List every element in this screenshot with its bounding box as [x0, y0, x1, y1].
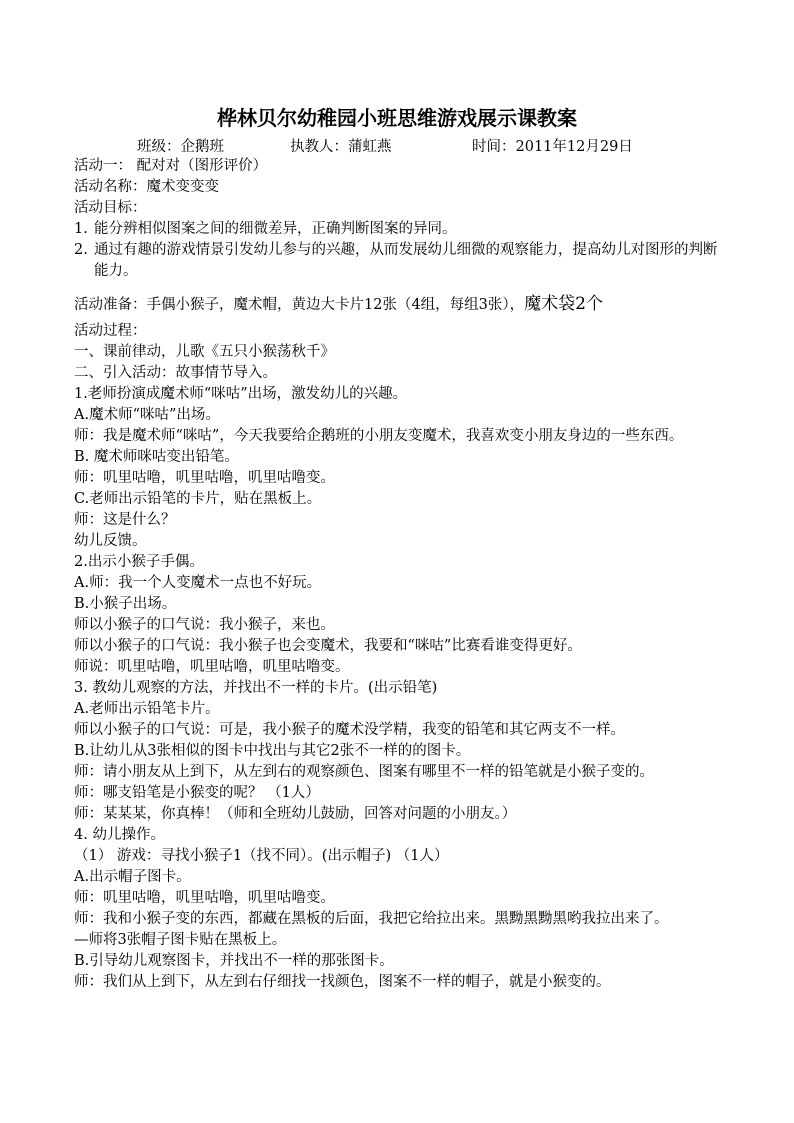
activity-one: 活动一： 配对对（图形评价）: [74, 158, 268, 174]
activity-goals-heading: 活动目标：: [74, 200, 147, 216]
goal-text: 通过有趣的游戏情景引发幼儿参与的兴趣，从而发展幼儿细微的观察能力，提高幼儿对图形的判断能力。: [94, 242, 718, 279]
process-step: 2.出示小猴子手偶。: [74, 554, 204, 570]
activity-name: 活动名称：魔术变变变: [74, 179, 219, 195]
process-step: 师以小猴子的口气说：我小猴子也会变魔术，我要和“咪咕”比赛看谁变得更好。: [74, 638, 582, 654]
preparation-text: 活动准备：手偶小猴子，魔术帽，黄边大卡片12张（4组，每组3张），: [74, 297, 525, 313]
teacher-label: 执教人：蒲虹燕: [290, 139, 392, 155]
process-step: 师以小猴子的口气说：可是，我小猴子的魔术没学精，我变的铅笔和其它两支不一样。: [74, 722, 625, 738]
document-title: 桦林贝尔幼稚园小班思维游戏展示课教案: [217, 106, 577, 130]
process-step: A.出示帽子图卡。: [74, 869, 191, 885]
process-step: 师：某某某，你真棒！（师和全班幼儿鼓励，回答对问题的小朋友。）: [74, 806, 517, 822]
process-step: 3. 教幼儿观察的方法，并找出不一样的卡片。(出示铅笔): [74, 680, 438, 696]
process-step: 师：我是魔术师“咪咕”，今天我要给企鹅班的小朋友变魔术，我喜欢变小朋友身边的一些东西。: [74, 428, 684, 444]
process-step: 师：这是什么？: [74, 512, 176, 528]
process-step: 二、引入活动：故事情节导入。: [74, 365, 277, 381]
goal-item-2: [74, 240, 730, 282]
process-step: B.引导幼儿观察图卡，并找出不一样的那张图卡。: [74, 953, 394, 969]
document-body: [74, 156, 730, 993]
process-step: B.小猴子出场。: [74, 596, 177, 612]
process-step: （1） 游戏：寻找小猴子1（找不同）。(出示帽子) （1人）: [74, 848, 449, 864]
process-step: B.让幼儿从3张相似的图卡中找出与其它2张不一样的的图卡。: [74, 743, 471, 759]
preparation-text-large: 魔术袋2个: [524, 294, 603, 314]
process-step: B. 魔术师咪咕变出铅笔。: [74, 449, 239, 465]
process-heading: 活动过程：: [74, 323, 147, 339]
process-step: 1.老师扮演成魔术师“咪咕”出场，激发幼儿的兴趣。: [74, 386, 408, 402]
process-step: 师：叽里咕噜，叽里咕噜，叽里咕噜变。: [74, 890, 335, 906]
process-step: —师将3张帽子图卡贴在黑板上。: [74, 932, 287, 948]
process-step: 幼儿反馈。: [74, 533, 147, 549]
process-step: 一、课前律动，儿歌《五只小猴荡秋千》: [74, 344, 335, 360]
process-step: 师说：叽里咕噜，叽里咕噜，叽里咕噜变。: [74, 659, 350, 675]
process-step: A.师：我一个人变魔术一点也不好玩。: [74, 575, 322, 591]
goal-number: 2.: [74, 242, 88, 258]
process-step: A.老师出示铅笔卡片。: [74, 701, 220, 717]
time-label: 时间：2011年12月29日: [472, 139, 633, 155]
process-step: 师以小猴子的口气说：我小猴子，来也。: [74, 617, 335, 633]
process-step: 师：叽里咕噜，叽里咕噜，叽里咕噜变。: [74, 470, 335, 486]
process-step: 师：我和小猴子变的东西，都藏在黑板的后面，我把它给拉出来。黑黝黑黝黑哟我拉出来了。: [74, 911, 669, 927]
goal-text: 能分辨相似图案之间的细微差异，正确判断图案的异同。: [94, 221, 457, 237]
spacer: [74, 282, 730, 292]
activity-preparation: [74, 292, 730, 316]
process-step: 4. 幼儿操作。: [74, 827, 165, 843]
process-step: 师：我们从上到下，从左到右仔细找一找颜色，图案不一样的帽子，就是小猴变的。: [74, 974, 611, 990]
process-step: 师：哪支铅笔是小猴变的呢？ （1人）: [74, 785, 320, 801]
process-step: C.老师出示铅笔的卡片，贴在黑板上。: [74, 491, 322, 507]
class-label: 班级：企鹅班: [137, 139, 224, 155]
goal-item-1: [74, 219, 730, 240]
process-step: A.魔术师“咪咕”出场。: [74, 407, 220, 423]
goal-number: 1.: [74, 221, 88, 237]
process-step: 师：请小朋友从上到下，从左到右的观察颜色、图案有哪里不一样的铅笔就是小猴子变的。: [74, 764, 654, 780]
